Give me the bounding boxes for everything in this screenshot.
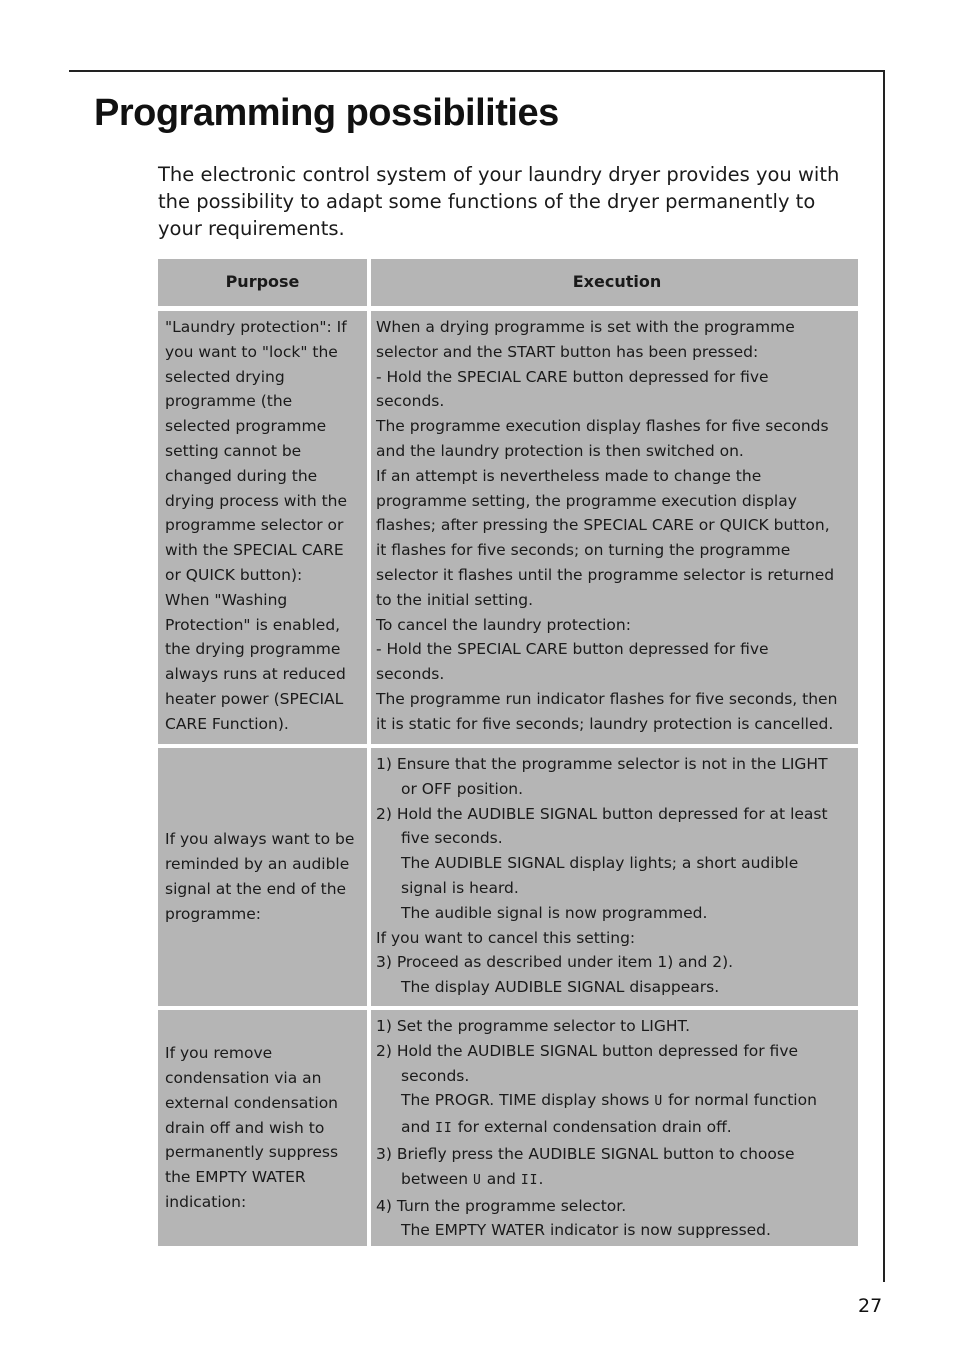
- purpose-line: heater power (SPECIAL: [165, 689, 344, 708]
- execution-line: or OFF position.: [401, 779, 524, 798]
- page-title: Programming possibilities: [94, 92, 559, 134]
- execution-line: [376, 1115, 852, 1142]
- purpose-line: or QUICK button):: [165, 565, 303, 584]
- purpose-line: selected programme: [165, 417, 327, 436]
- execution-line: If you want to cancel this setting:: [376, 928, 636, 947]
- row-empty-water-execution: [371, 1010, 858, 1246]
- execution-text: for normal function: [668, 1091, 817, 1110]
- execution-line: The programme execution display flashes for five seconds: [376, 417, 829, 436]
- execution-line: [376, 1167, 852, 1194]
- row-audible-signal-purpose: [158, 748, 367, 1006]
- display-symbol-normal: U: [654, 1094, 664, 1110]
- row-laundry-protection-purpose: [158, 311, 367, 744]
- execution-line: it is static for five seconds; laundry protection is cancelled.: [376, 714, 834, 733]
- execution-text: and: [486, 1169, 516, 1188]
- execution-line: The display AUDIBLE SIGNAL disappears.: [401, 978, 720, 997]
- purpose-line: "Laundry protection": If: [165, 318, 347, 336]
- purpose-line: signal at the end of the: [165, 880, 347, 898]
- top-rule: [69, 70, 885, 72]
- execution-line: 2) Hold the AUDIBLE SIGNAL button depressed for five: [376, 1041, 799, 1060]
- purpose-line: you want to "lock" the: [165, 342, 338, 361]
- execution-line: seconds.: [376, 392, 445, 411]
- row-laundry-protection-execution: [371, 311, 858, 744]
- execution-line: it flashes for five seconds; on turning the programme: [376, 541, 791, 560]
- purpose-line: If you remove: [165, 1044, 273, 1063]
- execution-line: flashes; after pressing the SPECIAL CARE or QUICK button,: [376, 516, 830, 535]
- row-empty-water-purpose: [158, 1010, 367, 1246]
- execution-line: The EMPTY WATER indicator is now suppressed.: [401, 1221, 771, 1240]
- purpose-line: external condensation: [165, 1093, 338, 1112]
- purpose-line: programme (the: [165, 392, 293, 411]
- purpose-line: CARE Function).: [165, 714, 289, 733]
- execution-line: The programme run indicator flashes for five seconds, then: [376, 689, 838, 708]
- execution-line: signal is heard.: [401, 878, 519, 897]
- execution-line: programme setting, the programme execution display: [376, 491, 797, 510]
- purpose-line: the EMPTY WATER: [165, 1168, 306, 1187]
- execution-line: [376, 1088, 852, 1115]
- execution-line: 2) Hold the AUDIBLE SIGNAL button depressed for at least: [376, 804, 828, 823]
- execution-line: to the initial setting.: [376, 590, 534, 609]
- display-symbol-normal: U: [472, 1172, 482, 1188]
- purpose-line: When "Washing: [165, 590, 288, 609]
- display-symbol-external: II: [520, 1172, 539, 1188]
- purpose-line: the drying programme: [165, 640, 341, 659]
- execution-line: 3) Proceed as described under item 1) and 2).: [376, 953, 734, 972]
- execution-line: 4) Turn the programme selector.: [376, 1196, 627, 1215]
- execution-text: for external condensation drain off.: [457, 1118, 732, 1137]
- execution-text: The PROGR. TIME display shows: [401, 1091, 650, 1110]
- execution-line: seconds.: [376, 665, 445, 684]
- purpose-line: If you always want to be: [165, 830, 355, 849]
- purpose-line: permanently suppress: [165, 1143, 339, 1162]
- execution-line: - Hold the SPECIAL CARE button depressed for five: [376, 367, 769, 386]
- execution-line: and the laundry protection is then switched on.: [376, 441, 744, 460]
- execution-line: 1) Set the programme selector to LIGHT.: [376, 1017, 691, 1035]
- side-rule: [883, 70, 885, 1282]
- purpose-line: indication:: [165, 1192, 247, 1211]
- purpose-line: programme selector or: [165, 516, 344, 535]
- header-purpose: [158, 259, 367, 306]
- intro-paragraph: The electronic control system of your laundry dryer provides you with the possibility to adapt some functions of the dryer permanently to your requirements.: [158, 163, 840, 240]
- purpose-line: condensation via an: [165, 1069, 322, 1087]
- purpose-line: drying process with the: [165, 491, 348, 510]
- purpose-line: with the SPECIAL CARE: [165, 541, 344, 560]
- execution-text: between: [401, 1169, 469, 1188]
- execution-line: To cancel the laundry protection:: [376, 615, 631, 634]
- execution-line: - Hold the SPECIAL CARE button depressed for five: [376, 640, 769, 659]
- purpose-line: programme:: [165, 904, 262, 923]
- row-audible-signal-execution: [371, 748, 858, 1006]
- page-number: 27: [858, 1295, 883, 1317]
- execution-line: five seconds.: [401, 829, 503, 848]
- display-symbol-external: II: [435, 1121, 453, 1137]
- execution-line: The AUDIBLE SIGNAL display lights; a short audible: [401, 854, 799, 873]
- execution-line: selector it flashes until the programme selector is returned: [376, 565, 835, 584]
- execution-line: 1) Ensure that the programme selector is not in the LIGHT: [376, 755, 828, 773]
- execution-line: seconds.: [401, 1066, 470, 1085]
- purpose-line: setting cannot be: [165, 441, 302, 460]
- purpose-line: reminded by an audible: [165, 855, 350, 874]
- purpose-line: drain off and wish to: [165, 1118, 325, 1137]
- header-execution-label: Execution: [572, 272, 662, 292]
- purpose-line: changed during the: [165, 466, 318, 485]
- purpose-line: always runs at reduced: [165, 665, 346, 684]
- header-purpose-label: Purpose: [225, 272, 300, 292]
- purpose-line: Protection" is enabled,: [165, 615, 341, 634]
- execution-line: When a drying programme is set with the programme: [376, 318, 795, 336]
- execution-line: The audible signal is now programmed.: [401, 903, 708, 922]
- execution-line: If an attempt is nevertheless made to change the: [376, 466, 762, 485]
- purpose-line: selected drying: [165, 367, 285, 386]
- execution-line: 3) Briefly press the AUDIBLE SIGNAL button to choose: [376, 1144, 795, 1163]
- execution-text: and: [401, 1118, 431, 1137]
- execution-line: selector and the START button has been pressed:: [376, 342, 759, 361]
- execution-text: .: [538, 1169, 544, 1188]
- header-execution: [371, 259, 858, 306]
